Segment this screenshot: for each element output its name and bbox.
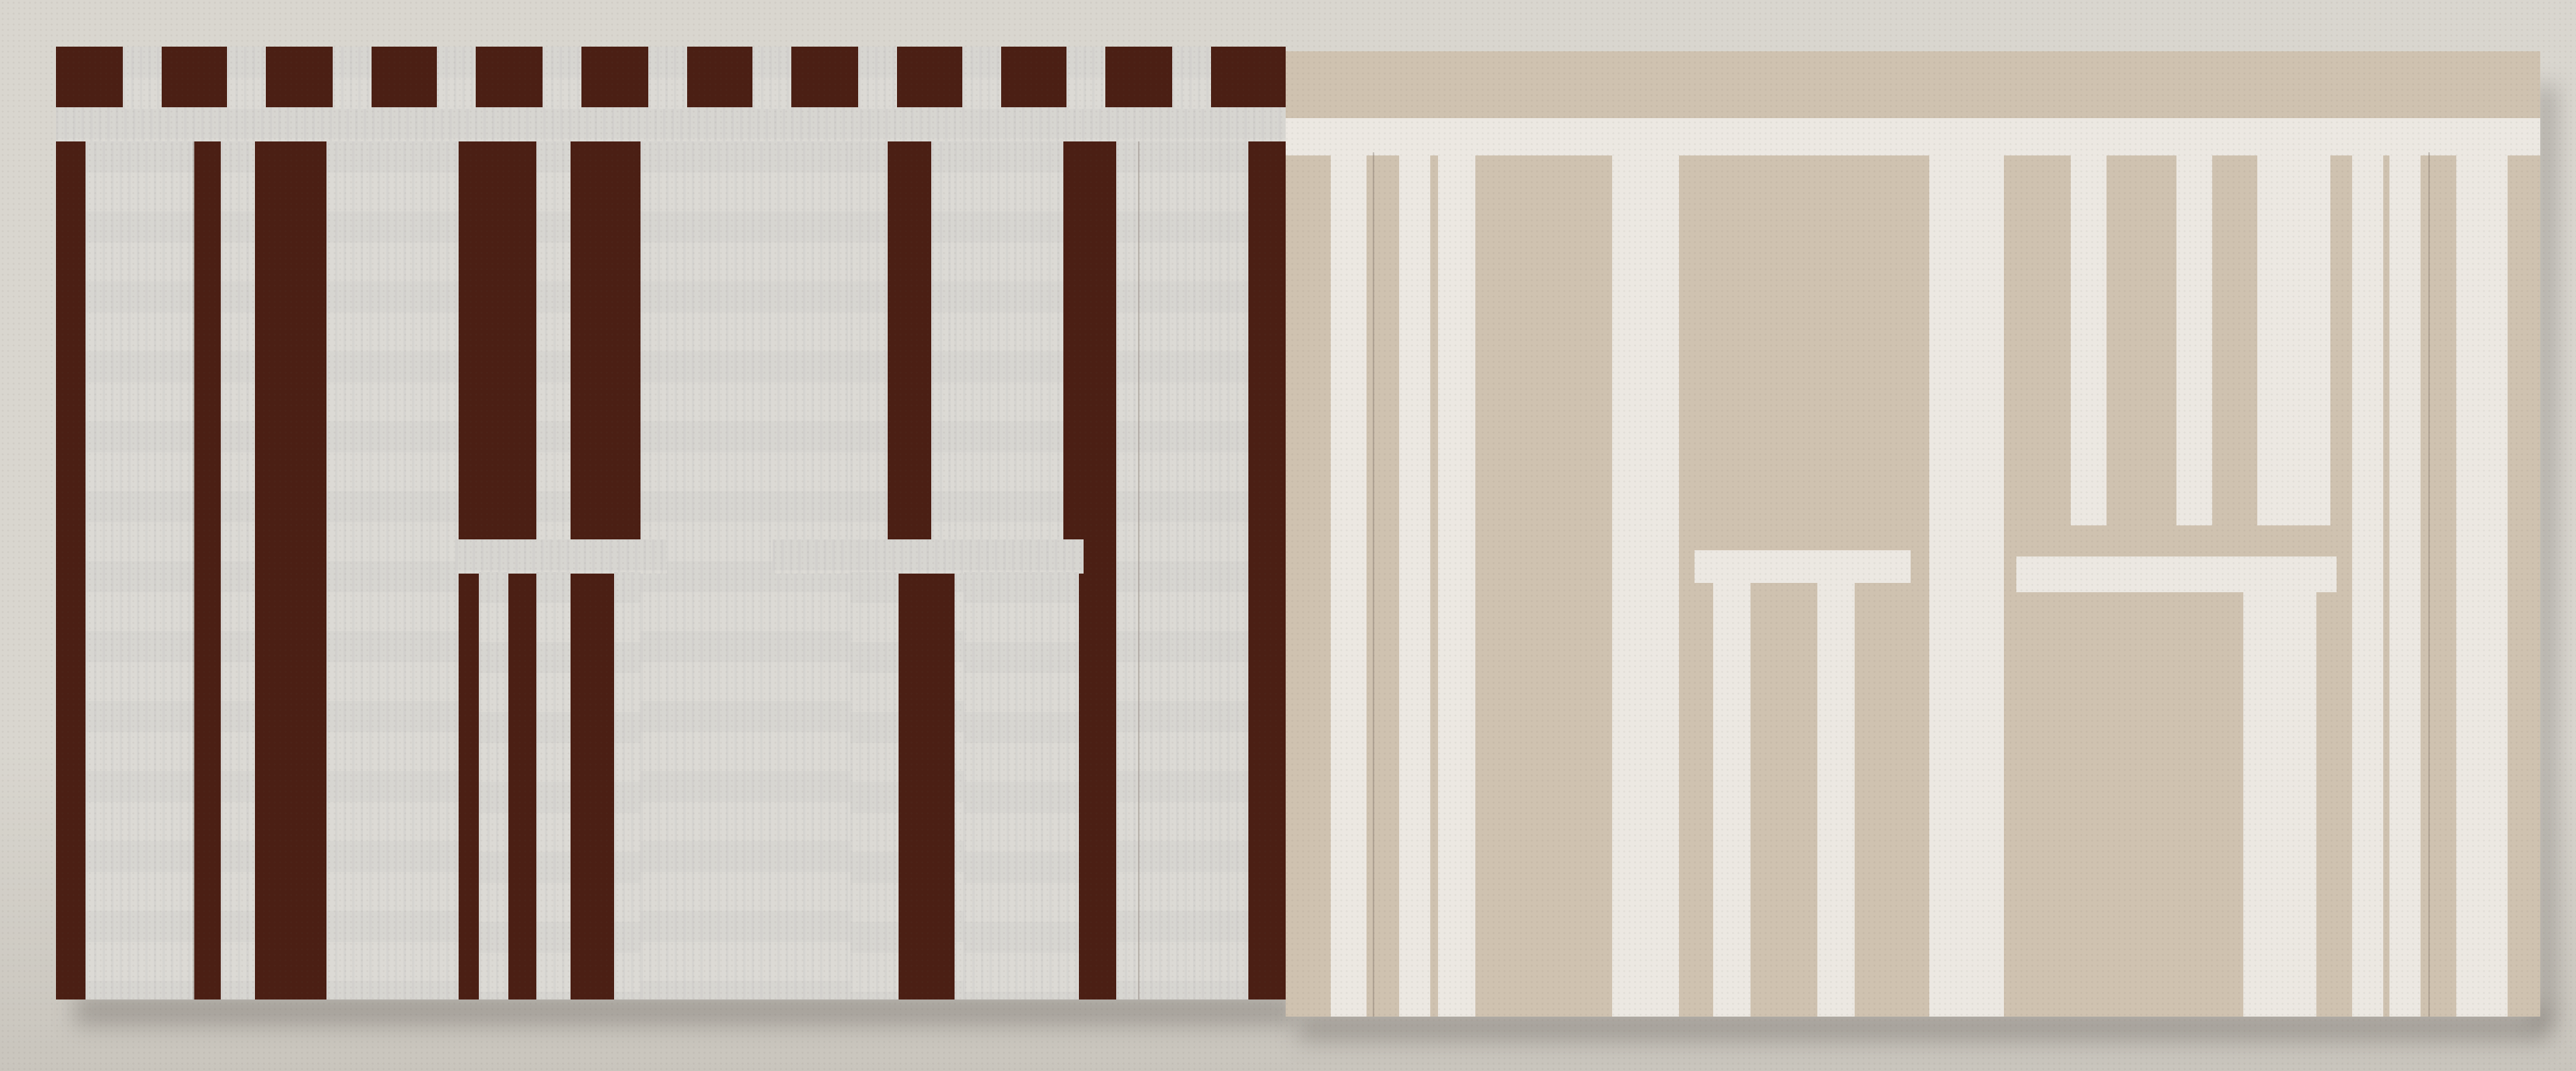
left-top-tab (227, 47, 266, 109)
right-top-band (1286, 118, 2540, 155)
left-vertical-stripe (221, 141, 255, 999)
right-lower-stripe (1817, 581, 1855, 1017)
left-top-tab (543, 47, 581, 109)
right-vertical-stripe (1331, 152, 1367, 1017)
left-vertical-stripe (536, 141, 571, 592)
right-canvas-panel (1286, 51, 2540, 1017)
right-canvas-seam (2428, 152, 2430, 1017)
left-top-tab (648, 47, 687, 109)
left-top-band (56, 107, 1286, 141)
left-lower-stripe (964, 572, 1079, 999)
left-top-tab (437, 47, 476, 109)
right-horizontal-bar (2016, 556, 2337, 592)
right-vertical-stripe (2456, 152, 2508, 1017)
right-lower-stripe (2243, 591, 2316, 1017)
left-panel-shadow (75, 995, 1295, 1026)
left-lower-stripe (850, 572, 899, 999)
left-horizontal-bar (456, 539, 667, 574)
left-canvas-panel (56, 47, 1286, 999)
right-canvas-seam (1373, 152, 1374, 1017)
left-vertical-stripe (86, 141, 194, 999)
left-horizontal-bar (773, 539, 1084, 574)
right-vertical-stripe (2389, 152, 2421, 1017)
right-horizontal-bar (1695, 550, 1911, 583)
right-vertical-stripe (2176, 152, 2212, 525)
left-top-tab (333, 47, 372, 109)
left-canvas-seam (1138, 141, 1140, 999)
left-top-tab (1172, 47, 1211, 109)
right-vertical-stripe (2257, 152, 2330, 525)
left-lower-stripe (614, 572, 641, 999)
left-vertical-stripe (850, 141, 888, 546)
right-vertical-stripe (2071, 152, 2107, 525)
left-top-tab (752, 47, 791, 109)
right-vertical-stripe (2352, 152, 2383, 1017)
left-top-tab (858, 47, 897, 109)
right-lower-stripe (1713, 581, 1750, 1017)
right-vertical-stripe (1929, 152, 2004, 1017)
left-canvas-seam (193, 141, 194, 999)
left-vertical-stripe (1116, 141, 1248, 999)
right-vertical-stripe (1438, 152, 1475, 1017)
left-top-tab (1066, 47, 1105, 109)
right-vertical-stripe (1612, 152, 1679, 1017)
left-lower-stripe (536, 572, 571, 999)
left-lower-stripe (479, 572, 508, 999)
left-vertical-stripe (326, 141, 459, 999)
right-vertical-stripe (1399, 152, 1430, 1017)
left-top-tab (123, 47, 162, 109)
left-top-tab (962, 47, 1001, 109)
